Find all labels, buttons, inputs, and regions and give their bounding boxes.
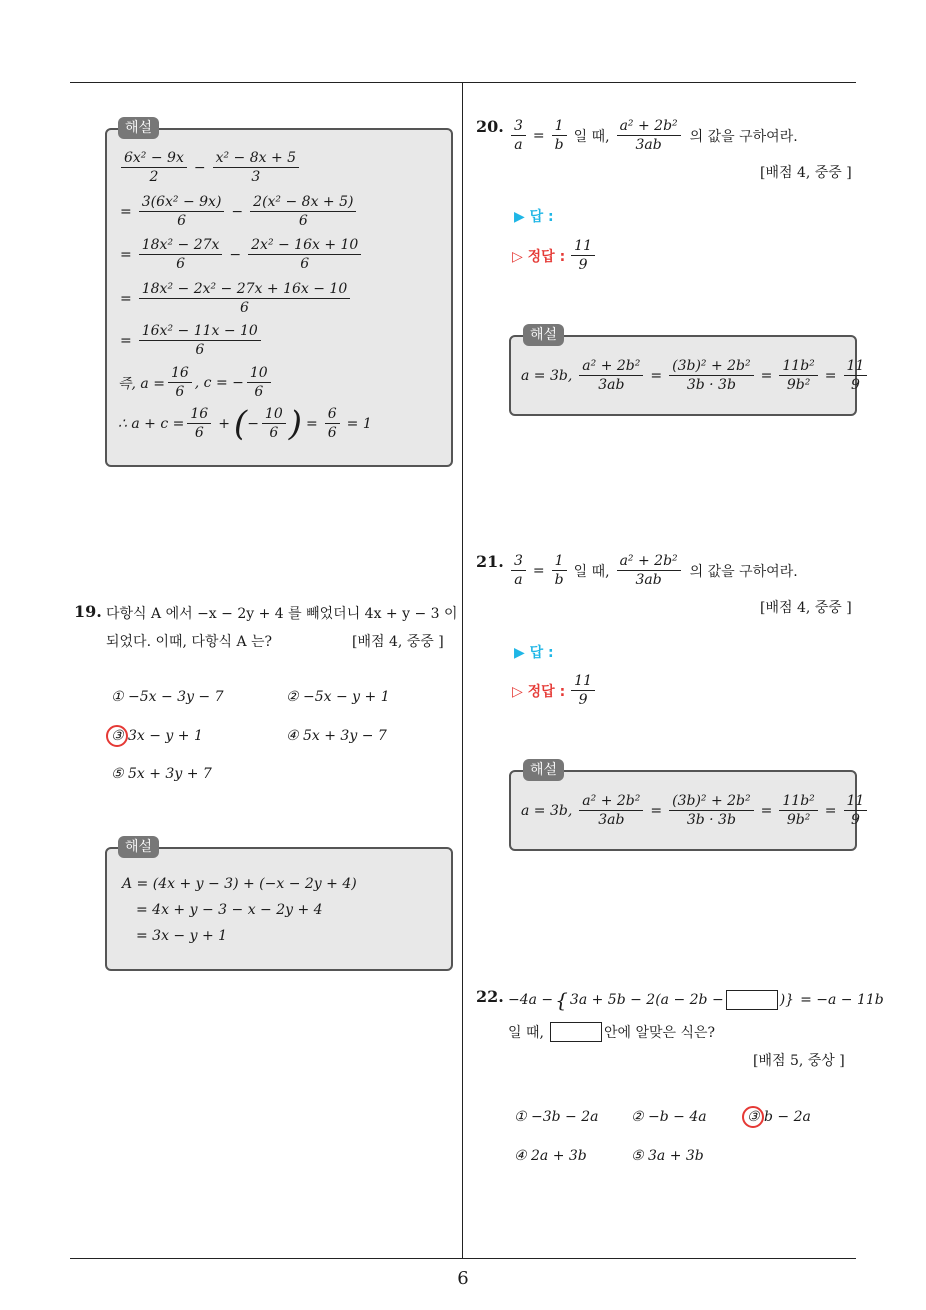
q19-line-2: 되었다. 이때, 다항식 A 는? [106, 634, 273, 650]
q21-correct-answer: ▷ 정답 : $\frac{11}{9}$ [512, 673, 598, 708]
q19-score: [배점 4, 중중 ] [352, 634, 444, 650]
top-rule [70, 82, 856, 83]
q21-solution: a = 3b, $\frac{\text{a² + 2b²}}{3ab}$ = $\frac{\text{(3b)² + 2b²}}{3b \cdot 3b}$ = $\frac{\text{11b²}}{\text{9b²}}$ = $\frac{11}{9}$ [521, 793, 870, 828]
q22-correct-mark [742, 1106, 764, 1128]
q19-sol-line-3: = 3x − y + 1 [136, 928, 228, 944]
column-divider [462, 83, 463, 1258]
q19-correct-mark [106, 725, 128, 747]
q22-choice-5[interactable]: ⑤ 3a + 3b [631, 1148, 704, 1164]
q22-choice-4[interactable]: ④ 2a + 3b [514, 1148, 587, 1164]
q21-solution-tag: 해설 [523, 759, 564, 781]
q21-number: 21. [476, 552, 504, 571]
q20-correct-answer: ▷ 정답 : $\frac{11}{9}$ [512, 238, 598, 273]
q22-choice-2[interactable]: ② −b − 4a [631, 1109, 707, 1125]
q19-line-1: 다항식 A 에서 −x − 2y + 4 를 빼었더니 4x + y − 3 이 [106, 606, 458, 622]
q22-line-2: 일 때, 안에 알맞은 식은? [508, 1022, 715, 1042]
q22-choice-1[interactable]: ① −3b − 2a [514, 1109, 599, 1125]
q18-line-6: 즉, a = $\frac{16}{6}$ , c = − $\frac{10}{6}$ [118, 365, 274, 400]
q18-solution-tag: 해설 [118, 117, 159, 139]
q20-number: 20. [476, 117, 504, 136]
q18-line-2: = $\frac{\text{3(6x² − 9x)}}{6}$ − $\frac{\text{2(x² − 8x + 5)}}{6}$ [116, 194, 359, 229]
q22-number: 22. [476, 987, 504, 1006]
q19-choice-2[interactable]: ② −5x − y + 1 [286, 689, 390, 705]
q22-blank-box [726, 990, 778, 1010]
q18-line-5: = $\frac{\text{16x² − 11x − 10}}{6}$ [116, 323, 264, 358]
q18-line-3: = $\frac{\text{18x² − 27x}}{6}$ − $\frac{\text{2x² − 16x + 10}}{6}$ [116, 237, 364, 272]
bottom-rule [70, 1258, 856, 1259]
q21-question: $\frac{3}{a}$ = $\frac{1}{b}$ 일 때, $\frac{\text{a² + 2b²}}{3ab}$ 의 값을 구하여라. [508, 553, 798, 588]
q19-choice-5[interactable]: ⑤ 5x + 3y + 7 [111, 766, 212, 782]
q22-score: [배점 5, 중상 ] [753, 1053, 845, 1069]
q20-answer-label: ▶ 답 : [514, 209, 554, 225]
q18-line-4: = $\frac{\text{18x² − 2x² − 27x + 16x − 10}}{6}$ [116, 281, 353, 316]
q18-line-1: $\frac{\text{6x² − 9x}}{2}$ − $\frac{\text{x² − 8x + 5}}{3}$ [118, 150, 302, 185]
q22-expression: −4a − { 3a + 5b − 2(a − 2b − )} = −a − 11b [508, 988, 884, 1012]
q21-answer-label: ▶ 답 : [514, 645, 554, 661]
q19-number: 19. [74, 602, 102, 621]
q22-choice-3[interactable]: ③ b − 2a [747, 1109, 811, 1125]
q20-solution: a = 3b, $\frac{\text{a² + 2b²}}{3ab}$ = $\frac{\text{(3b)² + 2b²}}{3b \cdot 3b}$ = $\frac{\text{11b²}}{\text{9b²}}$ = $\frac{11}{9}$ [521, 358, 870, 393]
q19-solution-tag: 해설 [118, 836, 159, 858]
q20-score: [배점 4, 중중 ] [760, 165, 852, 181]
q22-blank-box-2 [550, 1022, 602, 1042]
q18-line-7: ∴ a + c = $\frac{16}{6}$ + ( − $\frac{10}{6}$ ) = $\frac{6}{6}$ = 1 [118, 403, 372, 444]
q20-solution-tag: 해설 [523, 324, 564, 346]
q20-question: $\frac{3}{a}$ = $\frac{1}{b}$ 일 때, $\frac{\text{a² + 2b²}}{3ab}$ 의 값을 구하여라. [508, 118, 798, 153]
q19-sol-line-1: A = (4x + y − 3) + (−x − 2y + 4) [122, 876, 357, 892]
q19-choice-4[interactable]: ④ 5x + 3y − 7 [286, 728, 387, 744]
q19-choice-3[interactable]: ③ 3x − y + 1 [111, 728, 203, 744]
page-number: 6 [457, 1268, 469, 1289]
q19-choice-1[interactable]: ① −5x − 3y − 7 [111, 689, 224, 705]
q19-sol-line-2: = 4x + y − 3 − x − 2y + 4 [136, 902, 323, 918]
q21-score: [배점 4, 중중 ] [760, 600, 852, 616]
